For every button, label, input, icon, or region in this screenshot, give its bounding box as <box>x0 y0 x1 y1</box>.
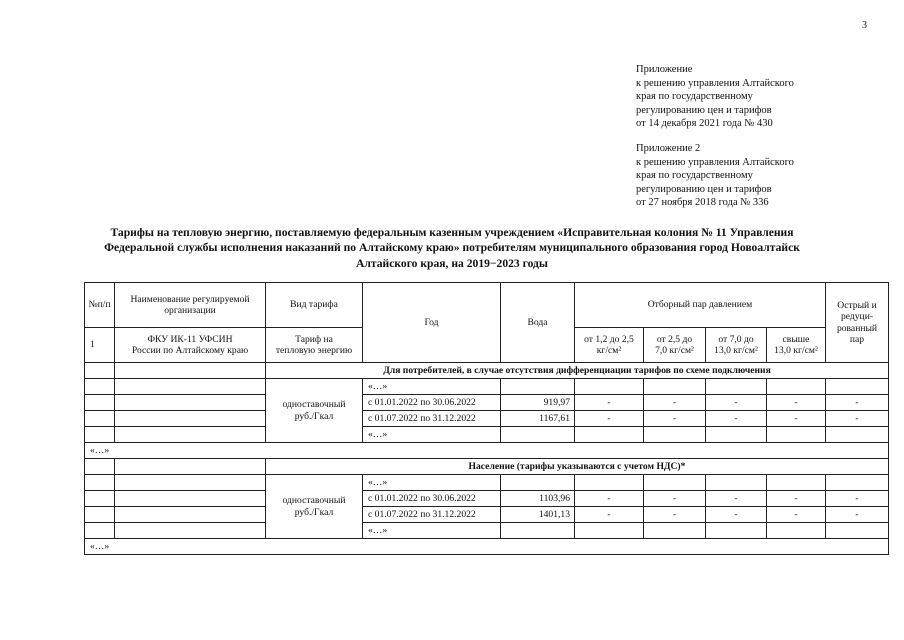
pressure-1-cell: - <box>575 507 644 523</box>
appendix-header <box>636 63 794 131</box>
table-row <box>85 523 889 539</box>
appendix-line: от 27 ноября 2018 года № 336 <box>636 197 769 209</box>
page-number: 3 <box>862 20 867 31</box>
pressure-1-cell: - <box>575 491 644 507</box>
water-cell: 919,97 <box>501 395 575 411</box>
pressure-1-cell: - <box>575 395 644 411</box>
org-tariff: Тариф на тепловую энергию <box>266 328 363 363</box>
table-row <box>85 411 889 427</box>
water-cell: 1103,96 <box>501 491 575 507</box>
appendix-2-header <box>636 142 794 210</box>
sharp-steam-cell: - <box>826 411 889 427</box>
section-title-row <box>85 363 889 379</box>
pressure-2-cell: - <box>644 491 706 507</box>
org-num: 1 <box>85 328 115 363</box>
appendix-line: Приложение 2 <box>636 143 701 154</box>
pressure-2-cell: - <box>644 507 706 523</box>
header-tariff-type: Вид тарифа <box>266 283 363 328</box>
title-line: Федеральной службы исполнения наказаний по Алтайскому краю» потребителям муниципального образования город Новоалтайск <box>104 241 800 255</box>
section-title-row <box>85 459 889 475</box>
ellipsis: «…» <box>85 539 889 555</box>
ellipsis-row <box>85 539 889 555</box>
table-row <box>85 395 889 411</box>
water-cell: 1401,13 <box>501 507 575 523</box>
period-cell: с 01.01.2022 по 30.06.2022 <box>363 395 501 411</box>
pressure-4-cell: - <box>767 507 826 523</box>
pressure-1-cell: - <box>575 411 644 427</box>
table-row <box>85 379 889 395</box>
appendix-line: Приложение <box>636 64 693 75</box>
tariff-kind: одноставочный руб./Гкал <box>266 379 363 443</box>
header-pressure-4: свыше 13,0 кг/см² <box>767 328 826 363</box>
table-header-row <box>85 283 889 328</box>
sharp-steam-cell: - <box>826 395 889 411</box>
pressure-3-cell: - <box>706 395 767 411</box>
period-cell: с 01.07.2022 по 31.12.2022 <box>363 507 501 523</box>
header-pressure-1: от 1,2 до 2,5 кг/см² <box>575 328 644 363</box>
table-row <box>85 427 889 443</box>
section-title: Для потребителей, в случае отсутствия дифференциации тарифов по схеме подключения <box>266 363 889 379</box>
document-title <box>72 225 832 271</box>
pressure-3-cell: - <box>706 491 767 507</box>
pressure-2-cell: - <box>644 411 706 427</box>
table-row <box>85 475 889 491</box>
pressure-4-cell: - <box>767 395 826 411</box>
header-pressure-3: от 7,0 до 13,0 кг/см² <box>706 328 767 363</box>
pressure-3-cell: - <box>706 507 767 523</box>
header-water: Вода <box>501 283 575 363</box>
sharp-steam-cell: - <box>826 507 889 523</box>
ellipsis: «…» <box>363 475 501 491</box>
header-pressure-2: от 2,5 до 7,0 кг/см² <box>644 328 706 363</box>
table-row <box>85 491 889 507</box>
header-year: Год <box>363 283 501 363</box>
title-line: Алтайского края, на 2019−2023 годы <box>356 256 548 270</box>
pressure-4-cell: - <box>767 491 826 507</box>
pressure-4-cell: - <box>767 411 826 427</box>
sharp-steam-cell: - <box>826 491 889 507</box>
water-cell: 1167,61 <box>501 411 575 427</box>
appendix-line: регулированию цен и тарифов <box>636 183 772 195</box>
ellipsis: «…» <box>363 427 501 443</box>
header-steam: Отборный пар давлением <box>575 283 826 328</box>
section-title: Население (тарифы указываются с учетом НДС)* <box>266 459 889 475</box>
tariff-kind: одноставочный руб./Гкал <box>266 475 363 539</box>
appendix-line: к решению управления Алтайского <box>636 77 794 89</box>
table-row <box>85 507 889 523</box>
tariff-table <box>84 282 889 555</box>
appendix-line: от 14 декабря 2021 года № 430 <box>636 118 773 130</box>
appendix-line: края по государственному <box>636 91 753 103</box>
header-num: №п/п <box>85 283 115 328</box>
header-org: Наименование регулируемой организации <box>115 283 266 328</box>
org-name: ФКУ ИК-11 УФСИН России по Алтайскому краю <box>115 328 266 363</box>
ellipsis: «…» <box>85 443 889 459</box>
period-cell: с 01.07.2022 по 31.12.2022 <box>363 411 501 427</box>
ellipsis-row <box>85 443 889 459</box>
appendix-line: к решению управления Алтайского <box>636 156 794 168</box>
appendix-line: края по государственному <box>636 170 753 182</box>
ellipsis: «…» <box>363 379 501 395</box>
header-sharp-steam: Острый и редуци- рованный пар <box>826 283 889 363</box>
ellipsis: «…» <box>363 523 501 539</box>
appendix-line: регулированию цен и тарифов <box>636 104 772 116</box>
title-line: Тарифы на тепловую энергию, поставляемую федеральным казенным учреждением «Исправительная колония № 11 Управления <box>110 226 794 239</box>
pressure-3-cell: - <box>706 411 767 427</box>
period-cell: с 01.01.2022 по 30.06.2022 <box>363 491 501 507</box>
pressure-2-cell: - <box>644 395 706 411</box>
